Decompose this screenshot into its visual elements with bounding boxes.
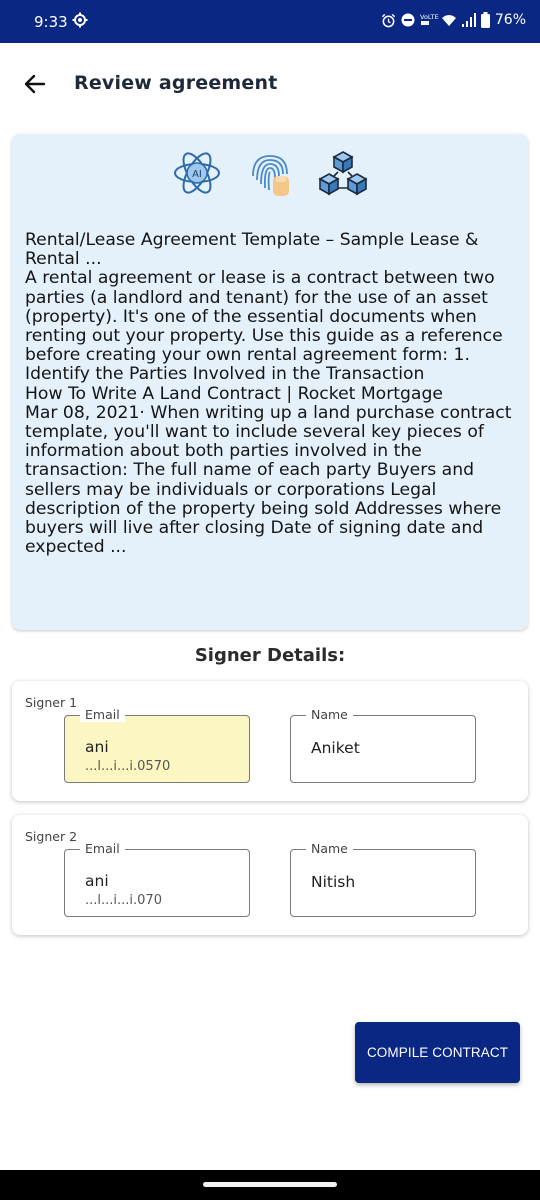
feature-icons xyxy=(12,146,528,202)
signer-label: Signer 1 xyxy=(25,695,78,710)
name-field-label: Name xyxy=(306,842,353,856)
page-title: Review agreement xyxy=(74,72,278,94)
arrow-back-icon[interactable] xyxy=(20,69,50,99)
signer-1-name-field[interactable] xyxy=(290,707,476,783)
signer-label: Signer 2 xyxy=(25,829,78,844)
signer-card-1 xyxy=(12,681,528,801)
battery-icon xyxy=(481,12,490,28)
status-bar xyxy=(0,0,540,43)
home-gesture-handle[interactable] xyxy=(203,1182,337,1187)
signer-2-name-field[interactable] xyxy=(290,841,476,917)
blockchain-icon xyxy=(316,146,370,200)
volte-icon xyxy=(419,13,439,27)
status-time: 9:33 xyxy=(34,13,68,31)
compile-contract-button[interactable]: COMPILE CONTRACT xyxy=(355,1022,520,1083)
result-2-title: How To Write A Land Contract | Rocket Mortgage xyxy=(25,383,443,404)
result-1-snippet: A rental agreement or lease is a contract between two parties (a landlord and tenant) for the use of an asset (property). It's one of the essential documents when renting out your property. Use this guide as a reference before creating your own rental agreement form: 1. Identify the Parties Involved in the Transaction xyxy=(25,268,503,385)
name-field-label: Name xyxy=(306,708,353,722)
do-not-disturb-icon xyxy=(401,13,415,27)
signer-details-title: Signer Details: xyxy=(194,645,346,666)
email-value: ani ...l...i...i.0570 xyxy=(85,738,171,774)
email-field-label: Email xyxy=(80,842,125,856)
signer-1-email-field[interactable] xyxy=(64,707,250,783)
email-field-label: Email xyxy=(80,708,125,722)
signer-card-2 xyxy=(12,815,528,935)
ai-atom-icon xyxy=(170,146,224,200)
signal-icon xyxy=(462,13,476,27)
gear-icon xyxy=(72,12,88,28)
name-value: Aniket xyxy=(311,739,360,757)
svg-text:VoLTE: VoLTE xyxy=(419,13,439,21)
wifi-icon xyxy=(441,13,457,27)
fingerprint-icon xyxy=(243,146,297,200)
alarm-icon xyxy=(381,13,396,28)
svg-text:AI: AI xyxy=(192,169,202,180)
result-1-title: Rental/Lease Agreement Template – Sample Lease & Rental ... xyxy=(25,230,479,270)
agreement-text xyxy=(25,231,521,557)
signer-2-email-field[interactable] xyxy=(64,841,250,917)
system-nav-bar xyxy=(0,1170,540,1200)
status-indicators xyxy=(381,12,526,28)
battery-percent: 76% xyxy=(494,12,526,28)
result-2-snippet: Mar 08, 2021· When writing up a land purchase contract template, you'll want to include several key pieces of information about both parties involved in the transaction: The full name of each party Buyers and sellers may be individuals or corporations Legal description of the property being sold Addresses where buyers will live after closing Date of signing date and expected ... xyxy=(25,402,512,558)
app-bar xyxy=(0,43,540,123)
agreement-summary-card xyxy=(12,134,528,630)
name-value: Nitish xyxy=(311,873,356,891)
email-value: ani ...l...i...i.070 xyxy=(85,872,162,908)
